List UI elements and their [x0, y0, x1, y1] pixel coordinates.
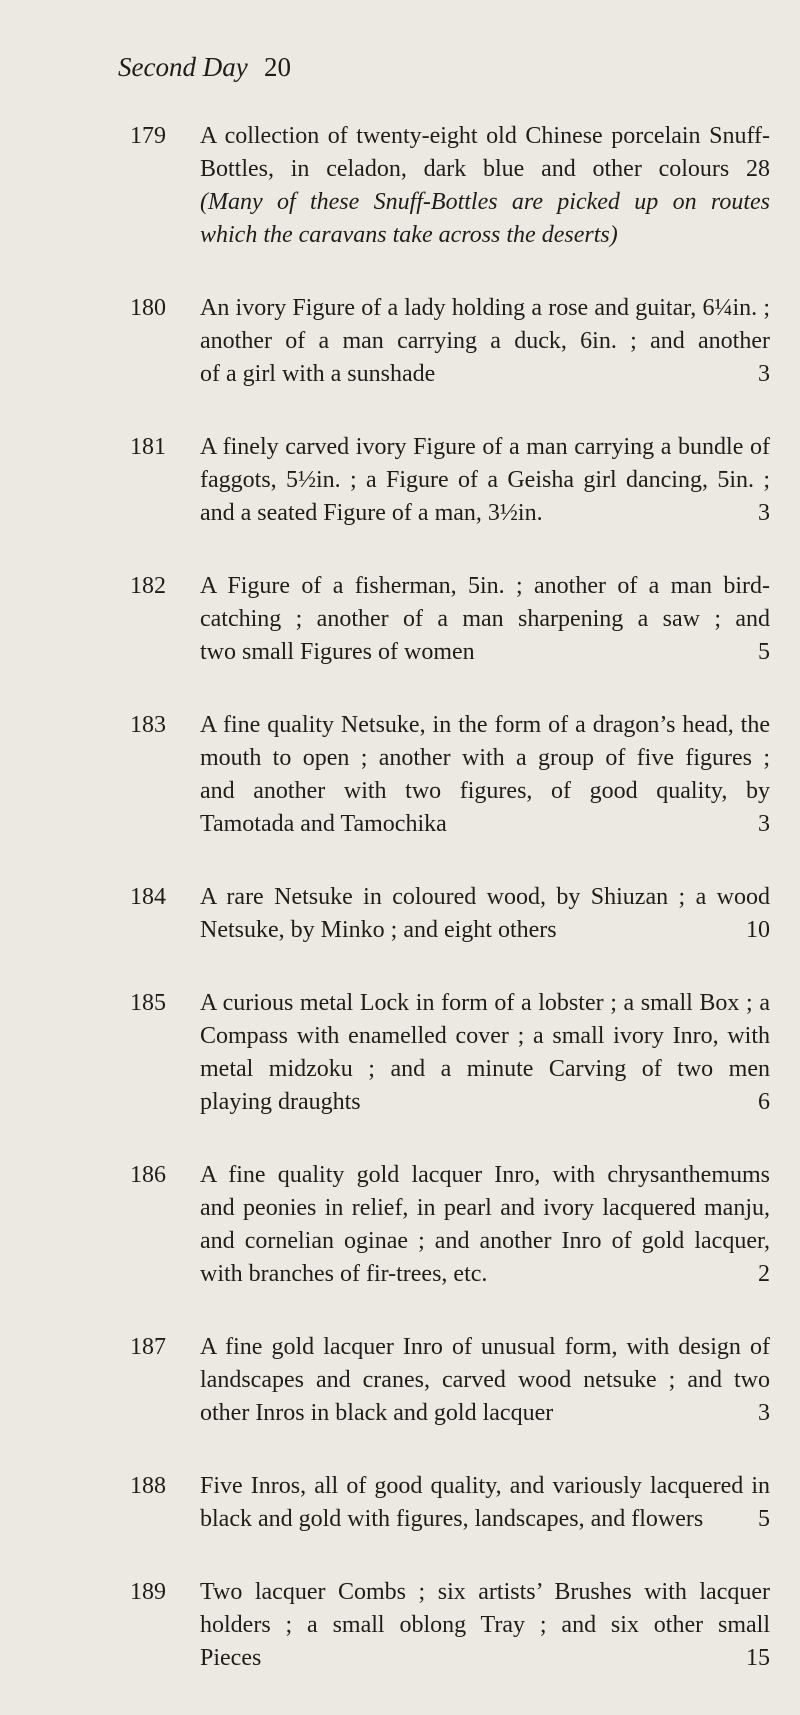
lot-number: 181: [130, 434, 166, 460]
lot-note-line: which the caravans take across the deserts): [200, 222, 618, 248]
lot-text-line: another of a man carrying a duck, 6in. ; and another: [200, 328, 770, 354]
lot-text-line: A curious metal Lock in form of a lobster ; a small Box ; a: [200, 990, 770, 1016]
lot-description: [200, 431, 770, 530]
lot-number: 184: [130, 884, 166, 910]
lot-quantity: 3: [758, 500, 770, 526]
lot-text-line: A Figure of a fisherman, 5in. ; another of a man bird-: [200, 573, 770, 599]
lot-text-line: and a seated Figure of a man, 3½in. 3: [200, 497, 770, 530]
lot-text-line: Pieces 15: [200, 1642, 770, 1675]
lot-text-line: Five Inros, all of good quality, and variously lacquered in: [200, 1473, 770, 1499]
lot-description: [200, 1331, 770, 1430]
lot-quantity: 2: [758, 1261, 770, 1287]
lot-text-line: of a girl with a sunshade 3: [200, 358, 770, 391]
lot-number: 187: [130, 1334, 166, 1360]
lot-description: [200, 292, 770, 391]
lot-text-line: Tamotada and Tamochika 3: [200, 808, 770, 841]
lot-number: 188: [130, 1473, 166, 1499]
lot-text-line: playing draughts 6: [200, 1086, 770, 1119]
lot-text-line: landscapes and cranes, carved wood netsuke ; and two: [200, 1367, 770, 1393]
lot-quantity: 6: [758, 1089, 770, 1115]
running-header: [118, 52, 518, 83]
lot-text-line: Compass with enamelled cover ; a small ivory Inro, with: [200, 1023, 770, 1049]
lot-number: 186: [130, 1162, 166, 1188]
lot-text-line: mouth to open ; another with a group of five figures ;: [200, 745, 770, 771]
lot-item: [0, 570, 800, 669]
lot-list: [0, 120, 800, 1715]
lot-item: [0, 987, 800, 1119]
lot-quantity: 3: [758, 811, 770, 837]
lot-description: [200, 1576, 770, 1675]
page-number: 20: [264, 52, 291, 82]
lot-text-line: holders ; a small oblong Tray ; and six other small: [200, 1612, 770, 1638]
lot-item: [0, 709, 800, 841]
lot-description: [200, 987, 770, 1119]
lot-number: 189: [130, 1579, 166, 1605]
lot-note-line: (Many of these Snuff-Bottles are picked up on routes: [200, 189, 770, 215]
lot-item: [0, 1331, 800, 1430]
lot-number: 185: [130, 990, 166, 1016]
lot-text-line: and cornelian oginae ; and another Inro of gold lacquer,: [200, 1228, 770, 1254]
lot-text-line: catching ; another of a man sharpening a saw ; and: [200, 606, 770, 632]
lot-text-line: Two lacquer Combs ; six artists’ Brushes with lacquer: [200, 1579, 770, 1605]
lot-text-line: black and gold with figures, landscapes, and flowers 5: [200, 1503, 770, 1536]
lot-quantity: 3: [758, 1400, 770, 1426]
lot-description: [200, 881, 770, 947]
lot-text-line: A fine gold lacquer Inro of unusual form, with design of: [200, 1334, 770, 1360]
lot-text-line: and another with two figures, of good quality, by: [200, 778, 770, 804]
lot-quantity: 10: [746, 917, 770, 943]
section-title: Second Day: [118, 52, 248, 82]
lot-text-line: A finely carved ivory Figure of a man carrying a bundle of: [200, 434, 770, 460]
lot-item: [0, 1159, 800, 1291]
lot-number: 179: [130, 123, 166, 149]
lot-description: [200, 709, 770, 841]
lot-text-line: metal midzoku ; and a minute Carving of two men: [200, 1056, 770, 1082]
lot-quantity: 3: [758, 361, 770, 387]
lot-text-line: A fine quality gold lacquer Inro, with chrysanthemums: [200, 1162, 770, 1188]
lot-description: [200, 570, 770, 669]
lot-text-line: Netsuke, by Minko ; and eight others 10: [200, 914, 770, 947]
lot-description: [200, 120, 770, 252]
lot-text-line: other Inros in black and gold lacquer 3: [200, 1397, 770, 1430]
lot-text-line: faggots, 5½in. ; a Figure of a Geisha girl dancing, 5in. ;: [200, 467, 770, 493]
lot-text-line: two small Figures of women 5: [200, 636, 770, 669]
lot-quantity: 5: [758, 639, 770, 665]
lot-item: [0, 1576, 800, 1675]
lot-number: 183: [130, 712, 166, 738]
lot-description: [200, 1159, 770, 1291]
lot-item: [0, 431, 800, 530]
lot-text-line: and peonies in relief, in pearl and ivory lacquered manju,: [200, 1195, 770, 1221]
lot-number: 182: [130, 573, 166, 599]
lot-number: 180: [130, 295, 166, 321]
lot-quantity: 15: [746, 1645, 770, 1671]
lot-item: [0, 292, 800, 391]
lot-text-line: A rare Netsuke in coloured wood, by Shiuzan ; a wood: [200, 884, 770, 910]
lot-item: [0, 1470, 800, 1536]
lot-text-line: A fine quality Netsuke, in the form of a dragon’s head, the: [200, 712, 770, 738]
lot-item: [0, 120, 800, 252]
lot-quantity: 5: [758, 1506, 770, 1532]
lot-text-line: Bottles, in celadon, dark blue and other colours 28: [200, 156, 770, 182]
lot-text-line: A collection of twenty-eight old Chinese porcelain Snuff-: [200, 123, 770, 149]
lot-text-line: An ivory Figure of a lady holding a rose and guitar, 6¼in. ;: [200, 295, 770, 321]
lot-item: [0, 881, 800, 947]
lot-description: [200, 1470, 770, 1536]
lot-text-line: with branches of fir-trees, etc. 2: [200, 1258, 770, 1291]
